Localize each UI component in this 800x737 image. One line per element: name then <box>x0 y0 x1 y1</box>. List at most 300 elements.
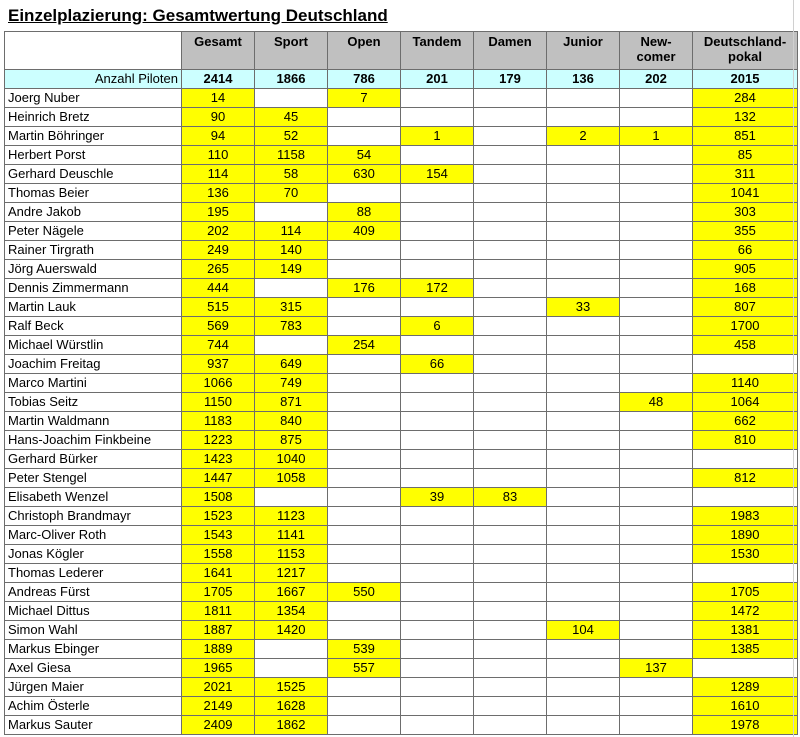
rank-cell[interactable]: 1889 <box>182 640 255 659</box>
rank-cell[interactable]: 444 <box>182 279 255 298</box>
header-cell-junior[interactable] <box>547 32 620 70</box>
rank-cell[interactable] <box>620 583 693 602</box>
rank-cell[interactable] <box>474 336 547 355</box>
pilot-name-cell[interactable]: Gerhard Deuschle <box>5 165 182 184</box>
rank-cell[interactable]: 744 <box>182 336 255 355</box>
rank-cell[interactable]: 1530 <box>693 545 798 564</box>
rank-cell[interactable] <box>620 203 693 222</box>
rank-cell[interactable] <box>401 526 474 545</box>
rank-cell[interactable]: 1558 <box>182 545 255 564</box>
rank-cell[interactable]: 1508 <box>182 488 255 507</box>
pilot-name-cell[interactable]: Joachim Freitag <box>5 355 182 374</box>
rank-cell[interactable]: 315 <box>255 298 328 317</box>
rank-cell[interactable] <box>474 602 547 621</box>
rank-cell[interactable] <box>620 146 693 165</box>
rank-cell[interactable] <box>474 431 547 450</box>
rank-cell[interactable] <box>328 184 401 203</box>
rank-cell[interactable] <box>401 659 474 678</box>
rank-cell[interactable]: 783 <box>255 317 328 336</box>
rank-cell[interactable] <box>693 488 798 507</box>
rank-cell[interactable]: 662 <box>693 412 798 431</box>
rank-cell[interactable] <box>474 279 547 298</box>
pilot-name-cell[interactable]: Andre Jakob <box>5 203 182 222</box>
rank-cell[interactable] <box>474 659 547 678</box>
rank-cell[interactable] <box>620 260 693 279</box>
rank-cell[interactable] <box>328 621 401 640</box>
rank-cell[interactable] <box>328 697 401 716</box>
rank-cell[interactable]: 114 <box>182 165 255 184</box>
rank-cell[interactable]: 48 <box>620 393 693 412</box>
rank-cell[interactable] <box>620 412 693 431</box>
rank-cell[interactable] <box>255 659 328 678</box>
rank-cell[interactable] <box>547 450 620 469</box>
rank-cell[interactable] <box>620 89 693 108</box>
rank-cell[interactable]: 1150 <box>182 393 255 412</box>
rank-cell[interactable]: 149 <box>255 260 328 279</box>
rank-cell[interactable] <box>401 602 474 621</box>
rank-cell[interactable] <box>620 602 693 621</box>
rank-cell[interactable]: 569 <box>182 317 255 336</box>
rank-cell[interactable] <box>255 640 328 659</box>
rank-cell[interactable]: 154 <box>401 165 474 184</box>
rank-cell[interactable] <box>401 184 474 203</box>
rank-cell[interactable] <box>547 431 620 450</box>
rank-cell[interactable] <box>547 260 620 279</box>
rank-cell[interactable] <box>547 488 620 507</box>
rank-cell[interactable]: 83 <box>474 488 547 507</box>
rank-cell[interactable] <box>547 184 620 203</box>
rank-cell[interactable] <box>547 412 620 431</box>
pilot-count-cell[interactable]: 786 <box>328 70 401 89</box>
rank-cell[interactable] <box>547 716 620 735</box>
rank-cell[interactable]: 1123 <box>255 507 328 526</box>
pilot-name-cell[interactable]: Simon Wahl <box>5 621 182 640</box>
rank-cell[interactable]: 1354 <box>255 602 328 621</box>
pilot-count-cell[interactable]: 136 <box>547 70 620 89</box>
pilot-name-cell[interactable]: Andreas Fürst <box>5 583 182 602</box>
rank-cell[interactable] <box>620 222 693 241</box>
rank-cell[interactable] <box>547 469 620 488</box>
rank-cell[interactable]: 557 <box>328 659 401 678</box>
pilot-name-cell[interactable]: Thomas Beier <box>5 184 182 203</box>
pilot-name-cell[interactable]: Achim Österle <box>5 697 182 716</box>
rank-cell[interactable] <box>401 146 474 165</box>
rank-cell[interactable] <box>474 469 547 488</box>
rank-cell[interactable]: 1183 <box>182 412 255 431</box>
rank-cell[interactable]: 1543 <box>182 526 255 545</box>
rank-cell[interactable] <box>474 184 547 203</box>
rank-cell[interactable]: 1447 <box>182 469 255 488</box>
rank-cell[interactable] <box>474 317 547 336</box>
rank-cell[interactable] <box>547 526 620 545</box>
rank-cell[interactable] <box>328 602 401 621</box>
rank-cell[interactable] <box>620 450 693 469</box>
rank-cell[interactable] <box>401 716 474 735</box>
rank-cell[interactable] <box>547 241 620 260</box>
pilot-count-cell[interactable]: 2414 <box>182 70 255 89</box>
rank-cell[interactable] <box>474 678 547 697</box>
rank-cell[interactable] <box>474 260 547 279</box>
rank-cell[interactable]: 2409 <box>182 716 255 735</box>
rank-cell[interactable]: 1223 <box>182 431 255 450</box>
rank-cell[interactable] <box>474 241 547 260</box>
rank-cell[interactable]: 1420 <box>255 621 328 640</box>
rank-cell[interactable] <box>547 89 620 108</box>
pilot-name-cell[interactable]: Peter Nägele <box>5 222 182 241</box>
rank-cell[interactable] <box>328 678 401 697</box>
rank-cell[interactable] <box>474 146 547 165</box>
rank-cell[interactable]: 254 <box>328 336 401 355</box>
rank-cell[interactable] <box>620 336 693 355</box>
rank-cell[interactable] <box>328 507 401 526</box>
rank-cell[interactable] <box>255 279 328 298</box>
pilot-name-cell[interactable]: Elisabeth Wenzel <box>5 488 182 507</box>
rank-cell[interactable]: 303 <box>693 203 798 222</box>
rank-cell[interactable] <box>474 564 547 583</box>
rank-cell[interactable]: 1153 <box>255 545 328 564</box>
rank-cell[interactable]: 840 <box>255 412 328 431</box>
rank-cell[interactable]: 807 <box>693 298 798 317</box>
rank-cell[interactable] <box>620 184 693 203</box>
rank-cell[interactable] <box>547 165 620 184</box>
header-cell-gesamt[interactable] <box>182 32 255 70</box>
rank-cell[interactable] <box>547 678 620 697</box>
rank-cell[interactable]: 1064 <box>693 393 798 412</box>
rank-cell[interactable] <box>620 488 693 507</box>
rank-cell[interactable] <box>328 374 401 393</box>
rank-cell[interactable] <box>474 127 547 146</box>
rank-cell[interactable] <box>328 469 401 488</box>
rank-cell[interactable]: 1628 <box>255 697 328 716</box>
rank-cell[interactable] <box>401 298 474 317</box>
rank-cell[interactable] <box>474 621 547 640</box>
rank-cell[interactable]: 176 <box>328 279 401 298</box>
pilot-name-cell[interactable]: Dennis Zimmermann <box>5 279 182 298</box>
rank-cell[interactable] <box>401 545 474 564</box>
rank-cell[interactable] <box>547 602 620 621</box>
rank-cell[interactable] <box>328 488 401 507</box>
rank-cell[interactable]: 70 <box>255 184 328 203</box>
rank-cell[interactable] <box>328 431 401 450</box>
rank-cell[interactable]: 409 <box>328 222 401 241</box>
rank-cell[interactable]: 1058 <box>255 469 328 488</box>
rank-cell[interactable] <box>328 716 401 735</box>
rank-cell[interactable] <box>474 298 547 317</box>
rank-cell[interactable]: 1141 <box>255 526 328 545</box>
rank-cell[interactable] <box>401 469 474 488</box>
rank-cell[interactable]: 265 <box>182 260 255 279</box>
rank-cell[interactable]: 355 <box>693 222 798 241</box>
rank-cell[interactable]: 1066 <box>182 374 255 393</box>
rank-cell[interactable] <box>547 336 620 355</box>
rank-cell[interactable]: 1140 <box>693 374 798 393</box>
rank-cell[interactable] <box>474 165 547 184</box>
rank-cell[interactable]: 284 <box>693 89 798 108</box>
rank-cell[interactable]: 66 <box>401 355 474 374</box>
rank-cell[interactable]: 1811 <box>182 602 255 621</box>
rank-cell[interactable] <box>620 545 693 564</box>
pilot-count-cell[interactable]: 201 <box>401 70 474 89</box>
rank-cell[interactable]: 1217 <box>255 564 328 583</box>
pilot-name-cell[interactable]: Martin Lauk <box>5 298 182 317</box>
rank-cell[interactable] <box>328 355 401 374</box>
rank-cell[interactable]: 7 <box>328 89 401 108</box>
rank-cell[interactable] <box>401 450 474 469</box>
pilot-name-cell[interactable]: Michael Dittus <box>5 602 182 621</box>
rank-cell[interactable] <box>474 374 547 393</box>
rank-cell[interactable] <box>401 583 474 602</box>
rank-cell[interactable]: 649 <box>255 355 328 374</box>
rank-cell[interactable]: 1158 <box>255 146 328 165</box>
rank-cell[interactable] <box>693 450 798 469</box>
rank-cell[interactable] <box>401 222 474 241</box>
rank-cell[interactable]: 1978 <box>693 716 798 735</box>
rank-cell[interactable]: 1890 <box>693 526 798 545</box>
rank-cell[interactable] <box>401 374 474 393</box>
pilot-name-cell[interactable]: Marc-Oliver Roth <box>5 526 182 545</box>
rank-cell[interactable] <box>620 298 693 317</box>
rank-cell[interactable]: 1525 <box>255 678 328 697</box>
rank-cell[interactable]: 136 <box>182 184 255 203</box>
rank-cell[interactable]: 1385 <box>693 640 798 659</box>
rank-cell[interactable] <box>620 374 693 393</box>
rank-cell[interactable]: 1705 <box>182 583 255 602</box>
rank-cell[interactable] <box>547 374 620 393</box>
pilot-count-cell[interactable]: 1866 <box>255 70 328 89</box>
rank-cell[interactable] <box>474 393 547 412</box>
rank-cell[interactable]: 202 <box>182 222 255 241</box>
rank-cell[interactable] <box>474 89 547 108</box>
rank-cell[interactable] <box>255 336 328 355</box>
rank-cell[interactable]: 33 <box>547 298 620 317</box>
rank-cell[interactable] <box>620 526 693 545</box>
pilot-name-cell[interactable]: Markus Sauter <box>5 716 182 735</box>
rank-cell[interactable] <box>474 526 547 545</box>
rank-cell[interactable]: 515 <box>182 298 255 317</box>
rank-cell[interactable]: 1667 <box>255 583 328 602</box>
rank-cell[interactable] <box>620 716 693 735</box>
rank-cell[interactable]: 630 <box>328 165 401 184</box>
pilot-name-cell[interactable]: Christoph Brandmayr <box>5 507 182 526</box>
rank-cell[interactable] <box>474 697 547 716</box>
rank-cell[interactable] <box>620 431 693 450</box>
rank-cell[interactable] <box>401 89 474 108</box>
rank-cell[interactable]: 1289 <box>693 678 798 697</box>
rank-cell[interactable] <box>328 450 401 469</box>
rank-cell[interactable]: 85 <box>693 146 798 165</box>
rank-cell[interactable] <box>620 241 693 260</box>
rank-cell[interactable]: 1705 <box>693 583 798 602</box>
rank-cell[interactable]: 140 <box>255 241 328 260</box>
rank-cell[interactable] <box>255 488 328 507</box>
rank-cell[interactable]: 88 <box>328 203 401 222</box>
rank-cell[interactable] <box>328 260 401 279</box>
pilot-name-cell[interactable]: Joerg Nuber <box>5 89 182 108</box>
rank-cell[interactable] <box>474 716 547 735</box>
pilot-name-cell[interactable]: Jörg Auerswald <box>5 260 182 279</box>
rank-cell[interactable] <box>401 564 474 583</box>
rank-cell[interactable] <box>401 431 474 450</box>
rank-cell[interactable] <box>401 241 474 260</box>
rank-cell[interactable] <box>547 222 620 241</box>
rank-cell[interactable] <box>620 640 693 659</box>
rank-cell[interactable]: 90 <box>182 108 255 127</box>
rank-cell[interactable]: 1887 <box>182 621 255 640</box>
rank-cell[interactable] <box>328 241 401 260</box>
rank-cell[interactable] <box>693 355 798 374</box>
pilot-name-cell[interactable]: Tobias Seitz <box>5 393 182 412</box>
rank-cell[interactable] <box>547 659 620 678</box>
rank-cell[interactable] <box>620 564 693 583</box>
rank-cell[interactable]: 39 <box>401 488 474 507</box>
header-cell-newcomer[interactable] <box>620 32 693 70</box>
rank-cell[interactable] <box>474 545 547 564</box>
rank-cell[interactable] <box>328 298 401 317</box>
pilot-name-cell[interactable]: Heinrich Bretz <box>5 108 182 127</box>
header-cell-sport[interactable] <box>255 32 328 70</box>
pilot-count-cell[interactable]: 2015 <box>693 70 798 89</box>
rank-cell[interactable] <box>693 659 798 678</box>
rank-cell[interactable] <box>547 108 620 127</box>
rank-cell[interactable] <box>474 583 547 602</box>
rank-cell[interactable]: 539 <box>328 640 401 659</box>
rank-cell[interactable] <box>328 393 401 412</box>
rank-cell[interactable] <box>401 621 474 640</box>
rank-cell[interactable] <box>547 640 620 659</box>
rank-cell[interactable]: 1 <box>620 127 693 146</box>
rank-cell[interactable] <box>547 507 620 526</box>
rank-cell[interactable]: 14 <box>182 89 255 108</box>
rank-cell[interactable]: 54 <box>328 146 401 165</box>
rank-cell[interactable]: 1610 <box>693 697 798 716</box>
rank-cell[interactable] <box>328 545 401 564</box>
pilot-name-cell[interactable]: Jonas Kögler <box>5 545 182 564</box>
rank-cell[interactable] <box>328 127 401 146</box>
rank-cell[interactable]: 1041 <box>693 184 798 203</box>
rank-cell[interactable] <box>401 697 474 716</box>
rank-cell[interactable] <box>401 678 474 697</box>
rank-cell[interactable] <box>620 317 693 336</box>
rank-cell[interactable]: 937 <box>182 355 255 374</box>
rank-cell[interactable] <box>474 222 547 241</box>
rank-cell[interactable] <box>328 108 401 127</box>
rank-cell[interactable] <box>620 355 693 374</box>
rank-cell[interactable] <box>328 412 401 431</box>
rank-cell[interactable] <box>401 203 474 222</box>
rank-cell[interactable] <box>547 564 620 583</box>
rank-cell[interactable]: 195 <box>182 203 255 222</box>
pilot-count-cell[interactable]: 202 <box>620 70 693 89</box>
rank-cell[interactable] <box>328 317 401 336</box>
rank-cell[interactable]: 1 <box>401 127 474 146</box>
rank-cell[interactable]: 94 <box>182 127 255 146</box>
rank-cell[interactable] <box>474 355 547 374</box>
rank-cell[interactable] <box>401 507 474 526</box>
rank-cell[interactable]: 1523 <box>182 507 255 526</box>
rank-cell[interactable] <box>474 108 547 127</box>
pilot-name-cell[interactable]: Michael Würstlin <box>5 336 182 355</box>
rank-cell[interactable]: 132 <box>693 108 798 127</box>
rank-cell[interactable] <box>401 108 474 127</box>
rank-cell[interactable]: 6 <box>401 317 474 336</box>
rank-cell[interactable] <box>547 203 620 222</box>
pilot-count-cell[interactable]: 179 <box>474 70 547 89</box>
rank-cell[interactable]: 2149 <box>182 697 255 716</box>
rank-cell[interactable]: 1700 <box>693 317 798 336</box>
header-corner-cell[interactable] <box>5 32 182 70</box>
header-cell-damen[interactable] <box>474 32 547 70</box>
rank-cell[interactable] <box>547 583 620 602</box>
rank-cell[interactable]: 1983 <box>693 507 798 526</box>
rank-cell[interactable]: 812 <box>693 469 798 488</box>
rank-cell[interactable]: 110 <box>182 146 255 165</box>
rank-cell[interactable]: 550 <box>328 583 401 602</box>
rank-cell[interactable]: 1423 <box>182 450 255 469</box>
rank-cell[interactable] <box>401 393 474 412</box>
rank-cell[interactable]: 137 <box>620 659 693 678</box>
rank-cell[interactable] <box>547 393 620 412</box>
rank-cell[interactable] <box>401 336 474 355</box>
header-cell-deutschlandpokal[interactable] <box>693 32 798 70</box>
header-cell-open[interactable] <box>328 32 401 70</box>
rank-cell[interactable] <box>620 507 693 526</box>
rank-cell[interactable] <box>620 469 693 488</box>
rank-cell[interactable] <box>547 545 620 564</box>
rank-cell[interactable] <box>620 678 693 697</box>
rank-cell[interactable]: 875 <box>255 431 328 450</box>
pilot-name-cell[interactable]: Peter Stengel <box>5 469 182 488</box>
pilot-name-cell[interactable]: Martin Böhringer <box>5 127 182 146</box>
rank-cell[interactable]: 1965 <box>182 659 255 678</box>
rank-cell[interactable] <box>547 697 620 716</box>
rank-cell[interactable] <box>401 640 474 659</box>
rank-cell[interactable] <box>620 697 693 716</box>
pilot-name-cell[interactable]: Herbert Porst <box>5 146 182 165</box>
rank-cell[interactable]: 1862 <box>255 716 328 735</box>
rank-cell[interactable] <box>620 279 693 298</box>
rank-cell[interactable] <box>401 412 474 431</box>
rank-cell[interactable] <box>474 450 547 469</box>
rank-cell[interactable]: 311 <box>693 165 798 184</box>
rank-cell[interactable]: 1472 <box>693 602 798 621</box>
rank-cell[interactable]: 458 <box>693 336 798 355</box>
rank-cell[interactable]: 52 <box>255 127 328 146</box>
rank-cell[interactable] <box>255 89 328 108</box>
pilot-name-cell[interactable]: Markus Ebinger <box>5 640 182 659</box>
rank-cell[interactable]: 871 <box>255 393 328 412</box>
rank-cell[interactable]: 168 <box>693 279 798 298</box>
rank-cell[interactable] <box>401 260 474 279</box>
rank-cell[interactable]: 45 <box>255 108 328 127</box>
rank-cell[interactable] <box>620 165 693 184</box>
pilot-name-cell[interactable]: Gerhard Bürker <box>5 450 182 469</box>
rank-cell[interactable] <box>255 203 328 222</box>
rank-cell[interactable]: 749 <box>255 374 328 393</box>
rank-cell[interactable] <box>328 526 401 545</box>
pilot-name-cell[interactable]: Marco Martini <box>5 374 182 393</box>
rank-cell[interactable] <box>547 146 620 165</box>
rank-cell[interactable]: 2 <box>547 127 620 146</box>
rank-cell[interactable]: 2021 <box>182 678 255 697</box>
rank-cell[interactable] <box>474 640 547 659</box>
pilot-name-cell[interactable]: Rainer Tirgrath <box>5 241 182 260</box>
rank-cell[interactable]: 249 <box>182 241 255 260</box>
rank-cell[interactable]: 104 <box>547 621 620 640</box>
header-cell-tandem[interactable] <box>401 32 474 70</box>
rank-cell[interactable]: 851 <box>693 127 798 146</box>
pilot-count-label[interactable]: Anzahl Piloten <box>5 70 182 89</box>
pilot-name-cell[interactable]: Martin Waldmann <box>5 412 182 431</box>
